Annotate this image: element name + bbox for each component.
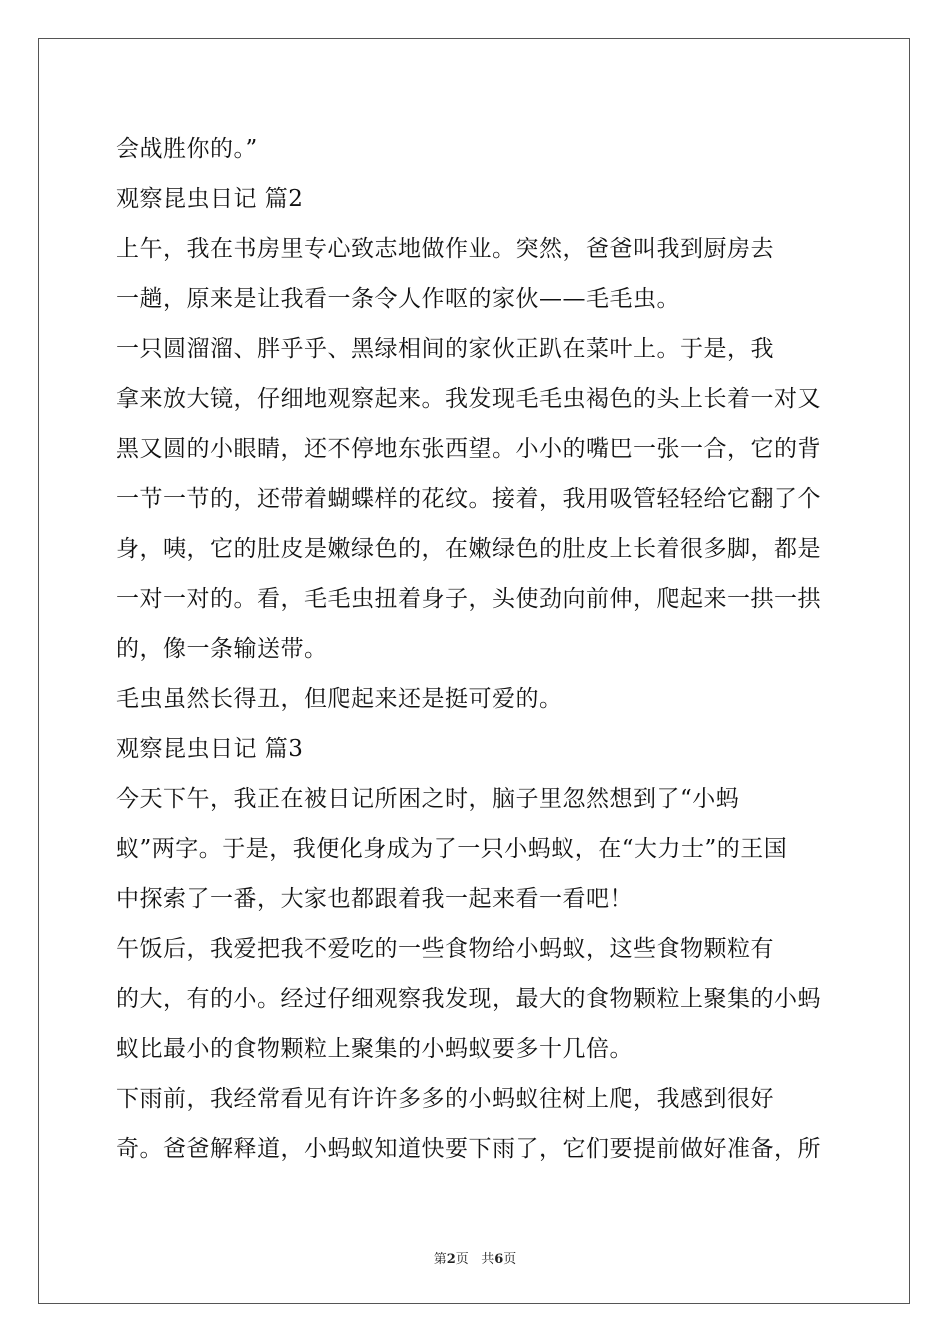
text-line: 下雨前，我经常看见有许许多多的小蚂蚁往树上爬，我感到很好 — [116, 1086, 774, 1112]
text-line: 蚁”两字。于是，我便化身成为了一只小蚂蚁，在“大力士”的王国 — [116, 836, 788, 862]
text-line: 午饭后，我爱把我不爱吃的一些食物给小蚂蚁，这些食物颗粒有 — [116, 936, 774, 962]
text-line: 一趟，原来是让我看一条令人作呕的家伙——毛毛虫。 — [116, 286, 680, 312]
text-line: 蚁比最小的食物颗粒上聚集的小蚂蚁要多十几倍。 — [116, 1036, 633, 1062]
footer-page-suffix: 页 — [455, 1252, 469, 1267]
text-line: 身，咦，它的肚皮是嫩绿色的，在嫩绿色的肚皮上长着很多脚，都是 — [116, 536, 821, 562]
footer-total-suffix: 页 — [503, 1252, 517, 1267]
footer-prefix: 第 — [433, 1252, 447, 1267]
text-line: 一节一节的，还带着蝴蝶样的花纹。接着，我用吸管轻轻给它翻了个 — [116, 486, 821, 512]
text-line: 上午，我在书房里专心致志地做作业。突然，爸爸叫我到厨房去 — [116, 236, 774, 262]
text-line: 奇。爸爸解释道，小蚂蚁知道快要下雨了，它们要提前做好准备，所 — [116, 1136, 821, 1162]
current-page-number: 2 — [446, 1252, 456, 1267]
text-line: 拿来放大镜，仔细地观察起来。我发现毛毛虫褐色的头上长着一对又 — [116, 386, 821, 412]
text-line: 的，像一条输送带。 — [116, 636, 328, 662]
page-border — [38, 38, 910, 1304]
text-line: 会战胜你的。” — [116, 136, 258, 162]
text-line: 毛虫虽然长得丑，但爬起来还是挺可爱的。 — [116, 686, 563, 712]
total-page-number: 6 — [494, 1252, 504, 1267]
footer-total-prefix: 共 — [481, 1252, 495, 1267]
section-heading: 观察昆虫日记 篇2 — [116, 186, 304, 212]
section-heading: 观察昆虫日记 篇3 — [116, 736, 304, 762]
text-line: 一对一对的。看，毛毛虫扭着身子，头使劲向前伸，爬起来一拱一拱 — [116, 586, 821, 612]
text-line: 今天下午，我正在被日记所困之时，脑子里忽然想到了“小蚂 — [116, 786, 740, 812]
page-footer — [0, 1248, 950, 1267]
text-line: 一只圆溜溜、胖乎乎、黑绿相间的家伙正趴在菜叶上。于是，我 — [116, 336, 774, 362]
text-line: 中探索了一番，大家也都跟着我一起来看一看吧！ — [116, 886, 633, 912]
text-line: 的大，有的小。经过仔细观察我发现，最大的食物颗粒上聚集的小蚂 — [116, 986, 821, 1012]
text-line: 黑又圆的小眼睛，还不停地东张西望。小小的嘴巴一张一合，它的背 — [116, 436, 821, 462]
